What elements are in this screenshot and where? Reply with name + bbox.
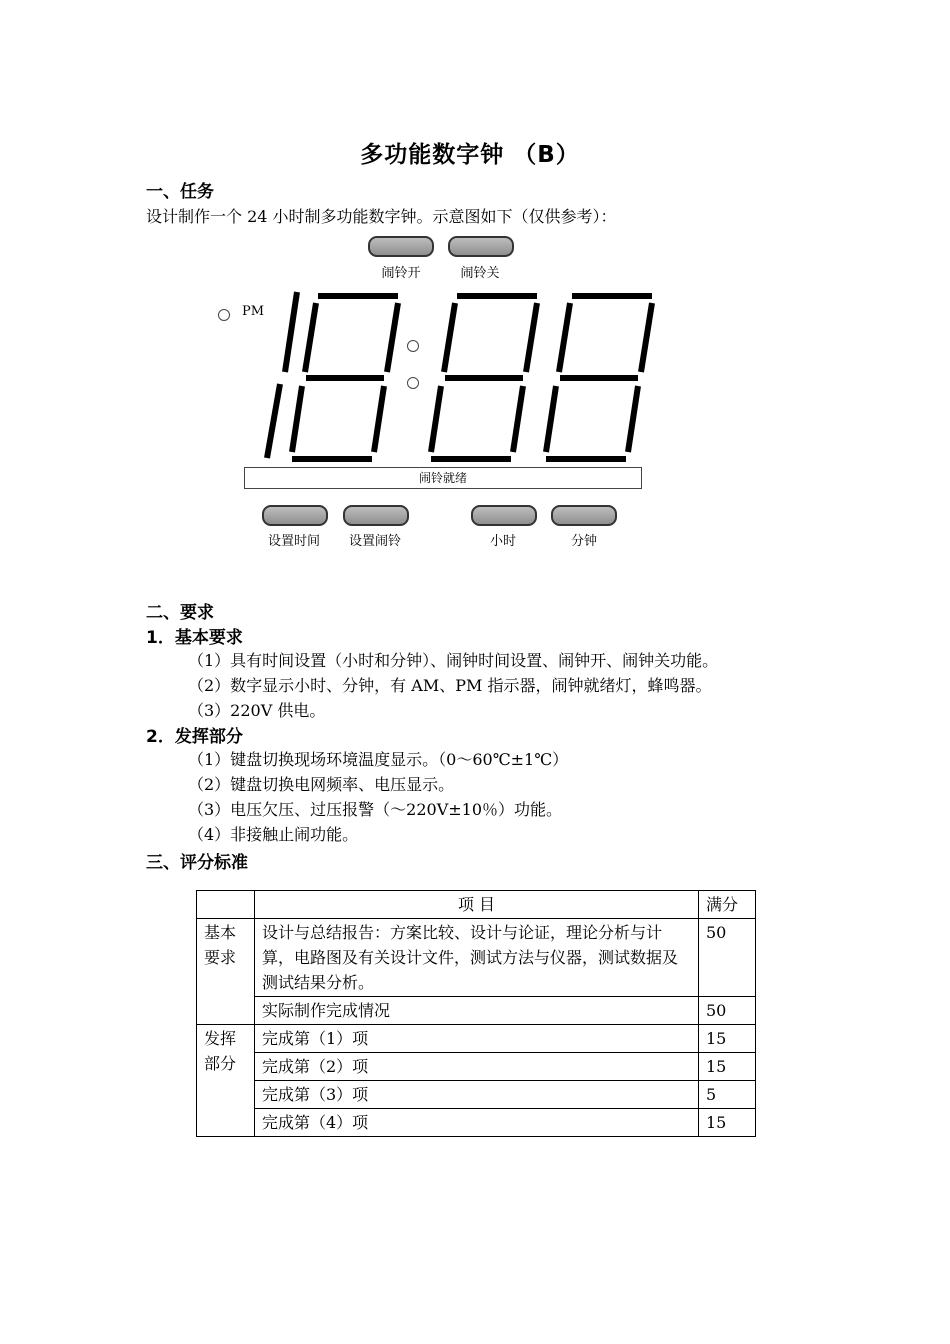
section-scoring-heading: 三、评分标准 bbox=[146, 853, 248, 873]
pm-label: PM bbox=[242, 304, 265, 319]
clock-diagram bbox=[0, 0, 950, 600]
table-cell: 完成第（1）项 bbox=[255, 1025, 699, 1053]
table-header-cell: 项 目 bbox=[255, 891, 699, 919]
basic-item: （3）220V 供电。 bbox=[188, 701, 326, 720]
alarm-on-label: 闹铃开 bbox=[381, 266, 421, 281]
alarm-off-label: 闹铃关 bbox=[460, 266, 500, 281]
extended-requirements-heading: 2．发挥部分 bbox=[146, 727, 243, 747]
section-task-heading: 一、任务 bbox=[146, 182, 214, 202]
scoring-table bbox=[196, 890, 756, 1137]
table-cell: 15 bbox=[699, 1053, 756, 1081]
table-cell: 15 bbox=[699, 1025, 756, 1053]
table-cell: 设计与总结报告：方案比较、设计与论证，理论分析与计算，电路图及有关设计文件，测试方法与仪器，测试数据及测试结果分析。 bbox=[255, 919, 699, 997]
set-time-label: 设置时间 bbox=[267, 534, 320, 549]
page-title: 多功能数字钟 （B） bbox=[360, 142, 580, 168]
hour-button[interactable] bbox=[471, 505, 537, 526]
table-cell: 完成第（3）项 bbox=[255, 1081, 699, 1109]
set-time-button[interactable] bbox=[262, 505, 328, 526]
table-cell: 50 bbox=[699, 919, 756, 997]
table-header-row bbox=[197, 891, 756, 919]
extended-item: （4）非接触止闹功能。 bbox=[188, 825, 359, 844]
task-text: 设计制作一个 24 小时制多功能数字钟。示意图如下（仅供参考）： bbox=[146, 207, 617, 226]
group-basic-cell: 基本要求 bbox=[197, 919, 255, 1025]
alarm-ready-bar: 闹铃就绪 bbox=[244, 467, 642, 489]
table-cell: 实际制作完成情况 bbox=[255, 997, 699, 1025]
basic-item: （2）数字显示小时、分钟，有 AM、PM 指示器，闹钟就绪灯，蜂鸣器。 bbox=[188, 676, 712, 695]
table-cell: 15 bbox=[699, 1109, 756, 1137]
table-cell: 50 bbox=[699, 997, 756, 1025]
extended-item: （3）电压欠压、过压报警（～220V±10％）功能。 bbox=[188, 800, 563, 819]
table-row bbox=[197, 919, 756, 997]
table-cell: 完成第（4）项 bbox=[255, 1109, 699, 1137]
table-row bbox=[197, 1081, 756, 1109]
table-row bbox=[197, 1109, 756, 1137]
basic-item: （1）具有时间设置（小时和分钟）、闹钟时间设置、闹钟开、闹钟关功能。 bbox=[188, 651, 719, 670]
minute-label: 分钟 bbox=[570, 534, 597, 549]
basic-requirements-heading: 1．基本要求 bbox=[146, 628, 243, 648]
extended-item: （1）键盘切换现场环境温度显示。（0～60℃±1℃） bbox=[188, 750, 569, 769]
minute-button[interactable] bbox=[551, 505, 617, 526]
table-row bbox=[197, 1025, 756, 1053]
table-row bbox=[197, 997, 756, 1025]
set-alarm-button[interactable] bbox=[343, 505, 409, 526]
extended-item: （2）键盘切换电网频率、电压显示。 bbox=[188, 775, 455, 794]
table-header-cell: 满分 bbox=[699, 891, 756, 919]
table-row bbox=[197, 1053, 756, 1081]
section-requirements-heading: 二、要求 bbox=[146, 603, 214, 623]
group-extended-cell: 发挥部分 bbox=[197, 1025, 255, 1137]
table-cell: 5 bbox=[699, 1081, 756, 1109]
table-header-cell bbox=[197, 891, 255, 919]
hour-label: 小时 bbox=[489, 534, 516, 549]
set-alarm-label: 设置闹铃 bbox=[348, 534, 401, 549]
table-cell: 完成第（2）项 bbox=[255, 1053, 699, 1081]
